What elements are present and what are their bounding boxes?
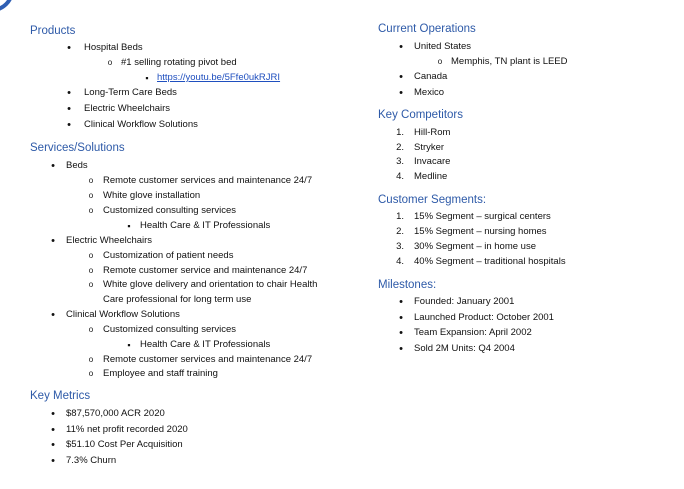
- operations-item-mexico: Mexico: [414, 87, 445, 98]
- services-workflow-subitem: Health Care & IT Professionals: [140, 339, 271, 350]
- products-heading: Products: [30, 25, 76, 37]
- metric-item: $51.10 Cost Per Acquisition: [66, 439, 183, 450]
- services-wheel-item: White glove delivery and orientation to chair Health: [103, 279, 318, 290]
- bullet-disc-icon: [46, 424, 60, 437]
- competitor-item: Invacare: [414, 156, 451, 167]
- list-number: 4.: [396, 256, 404, 267]
- bullet-disc-icon: [62, 42, 76, 55]
- bullet-square-icon: [140, 72, 154, 85]
- bullet-disc-icon: [394, 327, 408, 340]
- bullet-circle-icon: [433, 56, 447, 68]
- metric-item: $87,570,000 ACR 2020: [66, 408, 165, 419]
- bullet-disc-icon: [394, 71, 408, 84]
- products-subitem-selling: #1 selling rotating pivot bed: [121, 57, 237, 68]
- operations-item-us: United States: [414, 41, 472, 52]
- operations-heading: Current Operations: [378, 23, 476, 35]
- bullet-disc-icon: [62, 87, 76, 100]
- bullet-disc-icon: [46, 408, 60, 421]
- bullet-disc-icon: [394, 312, 408, 325]
- list-number: 4.: [396, 171, 404, 182]
- services-beds-item: Customized consulting services: [103, 205, 237, 216]
- bullet-disc-icon: [394, 87, 408, 100]
- bullet-circle-icon: [84, 265, 98, 277]
- bullet-circle-icon: [84, 190, 98, 202]
- bullet-square-icon: [122, 339, 136, 352]
- bullet-circle-icon: [84, 279, 98, 291]
- metric-item: 7.3% Churn: [66, 455, 117, 466]
- services-workflow-item: Remote customer services and maintenance 24/7: [103, 354, 313, 365]
- services-item-workflow: Clinical Workflow Solutions: [66, 309, 180, 320]
- services-workflow-item: Employee and staff training: [103, 368, 218, 379]
- bullet-disc-icon: [46, 439, 60, 452]
- competitor-item: Hill-Rom: [414, 127, 451, 138]
- segment-item: 15% Segment – nursing homes: [414, 226, 547, 237]
- bullet-circle-icon: [84, 368, 98, 380]
- products-item-hospital-beds: Hospital Beds: [84, 42, 143, 53]
- services-item-beds: Beds: [66, 160, 88, 171]
- operations-subitem-memphis: Memphis, TN plant is LEED: [451, 56, 568, 67]
- bullet-disc-icon: [62, 119, 76, 132]
- list-number: 3.: [396, 156, 404, 167]
- bullet-disc-icon: [394, 343, 408, 356]
- bullet-circle-icon: [84, 250, 98, 262]
- services-wheel-item: Customization of patient needs: [103, 250, 234, 261]
- metric-item: 11% net profit recorded 2020: [66, 424, 188, 435]
- services-beds-subitem: Health Care & IT Professionals: [140, 220, 271, 231]
- list-number: 3.: [396, 241, 404, 252]
- milestone-item: Launched Product: October 2001: [414, 312, 554, 323]
- decorative-corner-arc: [0, 0, 14, 12]
- milestone-item: Founded: January 2001: [414, 296, 515, 307]
- products-item-wheelchairs: Electric Wheelchairs: [84, 103, 171, 114]
- list-number: 2.: [396, 226, 404, 237]
- bullet-circle-icon: [84, 205, 98, 217]
- services-heading: Services/Solutions: [30, 142, 125, 154]
- list-number: 1.: [396, 127, 404, 138]
- bullet-circle-icon: [103, 57, 117, 69]
- bullet-disc-icon: [62, 103, 76, 116]
- competitor-item: Stryker: [414, 142, 445, 153]
- segment-item: 30% Segment – in home use: [414, 241, 536, 252]
- services-workflow-item: Customized consulting services: [103, 324, 237, 335]
- products-item-long-term: Long-Term Care Beds: [84, 87, 177, 98]
- bullet-circle-icon: [84, 175, 98, 187]
- milestone-item: Team Expansion: April 2002: [414, 327, 532, 338]
- competitor-item: Medline: [414, 171, 448, 182]
- bullet-disc-icon: [394, 41, 408, 54]
- segments-heading: Customer Segments:: [378, 194, 487, 206]
- video-link[interactable]: https://youtu.be/5Ffe0ukRJRI: [157, 72, 281, 83]
- bullet-disc-icon: [46, 455, 60, 468]
- services-beds-item: Remote customer services and maintenance 24/7: [103, 175, 313, 186]
- bullet-circle-icon: [84, 354, 98, 366]
- segment-item: 40% Segment – traditional hospitals: [414, 256, 566, 267]
- list-number: 1.: [396, 211, 404, 222]
- products-item-workflow: Clinical Workflow Solutions: [84, 119, 198, 130]
- bullet-circle-icon: [84, 324, 98, 336]
- services-wheel-item: Remote customer service and maintenance 24/7: [103, 265, 308, 276]
- bullet-disc-icon: [46, 309, 60, 322]
- bullet-square-icon: [122, 220, 136, 233]
- competitors-heading: Key Competitors: [378, 109, 464, 121]
- bullet-disc-icon: [46, 160, 60, 173]
- bullet-disc-icon: [394, 296, 408, 309]
- services-wheel-item-continued: Care professional for long term use: [103, 294, 252, 305]
- operations-item-canada: Canada: [414, 71, 448, 82]
- list-number: 2.: [396, 142, 404, 153]
- services-item-wheelchairs: Electric Wheelchairs: [66, 235, 153, 246]
- services-beds-item: White glove installation: [103, 190, 201, 201]
- bullet-disc-icon: [46, 235, 60, 248]
- metrics-heading: Key Metrics: [30, 390, 91, 402]
- milestones-heading: Milestones:: [378, 279, 437, 291]
- segment-item: 15% Segment – surgical centers: [414, 211, 551, 222]
- milestone-item: Sold 2M Units: Q4 2004: [414, 343, 515, 354]
